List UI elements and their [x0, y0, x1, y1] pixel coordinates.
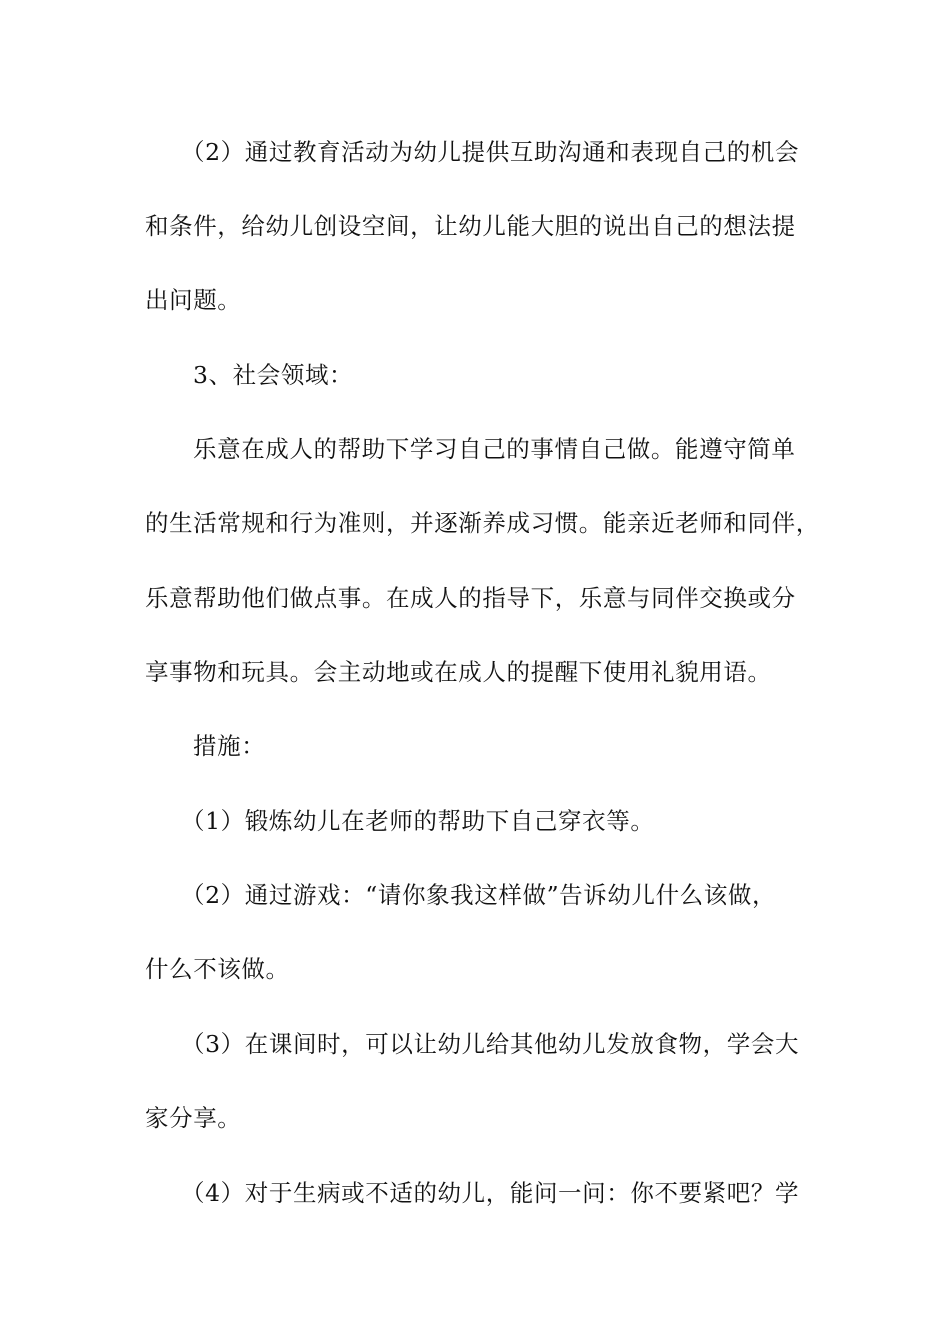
paragraph-line: 的生活常规和行为准则，并逐渐养成习惯。能亲近老师和同伴， — [145, 509, 820, 537]
paragraph-line: 什么不该做。 — [145, 955, 290, 983]
paragraph-line: （1）锻炼幼儿在老师的帮助下自己穿衣等。 — [181, 807, 655, 835]
paragraph-line: 乐意帮助他们做点事。在成人的指导下，乐意与同伴交换或分 — [145, 584, 796, 612]
subsection-heading: 措施： — [193, 732, 266, 760]
paragraph-line: 乐意在成人的帮助下学习自己的事情自己做。能遵守简单 — [193, 435, 796, 463]
paragraph-line: （4）对于生病或不适的幼儿，能问一问：你不要紧吧？学 — [181, 1179, 800, 1207]
paragraph-line: 家分享。 — [145, 1104, 242, 1132]
paragraph-line: 享事物和玩具。会主动地或在成人的提醒下使用礼貌用语。 — [145, 658, 772, 686]
paragraph-line: （2）通过游戏：“请你象我这样做”告诉幼儿什么该做， — [181, 881, 777, 909]
paragraph-line: （2）通过教育活动为幼儿提供互助沟通和表现自己的机会 — [181, 138, 800, 166]
paragraph-line: 和条件，给幼儿创设空间，让幼儿能大胆的说出自己的想法提 — [145, 212, 796, 240]
paragraph-line: 出问题。 — [145, 286, 242, 314]
paragraph-line: （3）在课间时，可以让幼儿给其他幼儿发放食物，学会大 — [181, 1030, 800, 1058]
section-heading: 3、社会领域： — [193, 361, 354, 389]
